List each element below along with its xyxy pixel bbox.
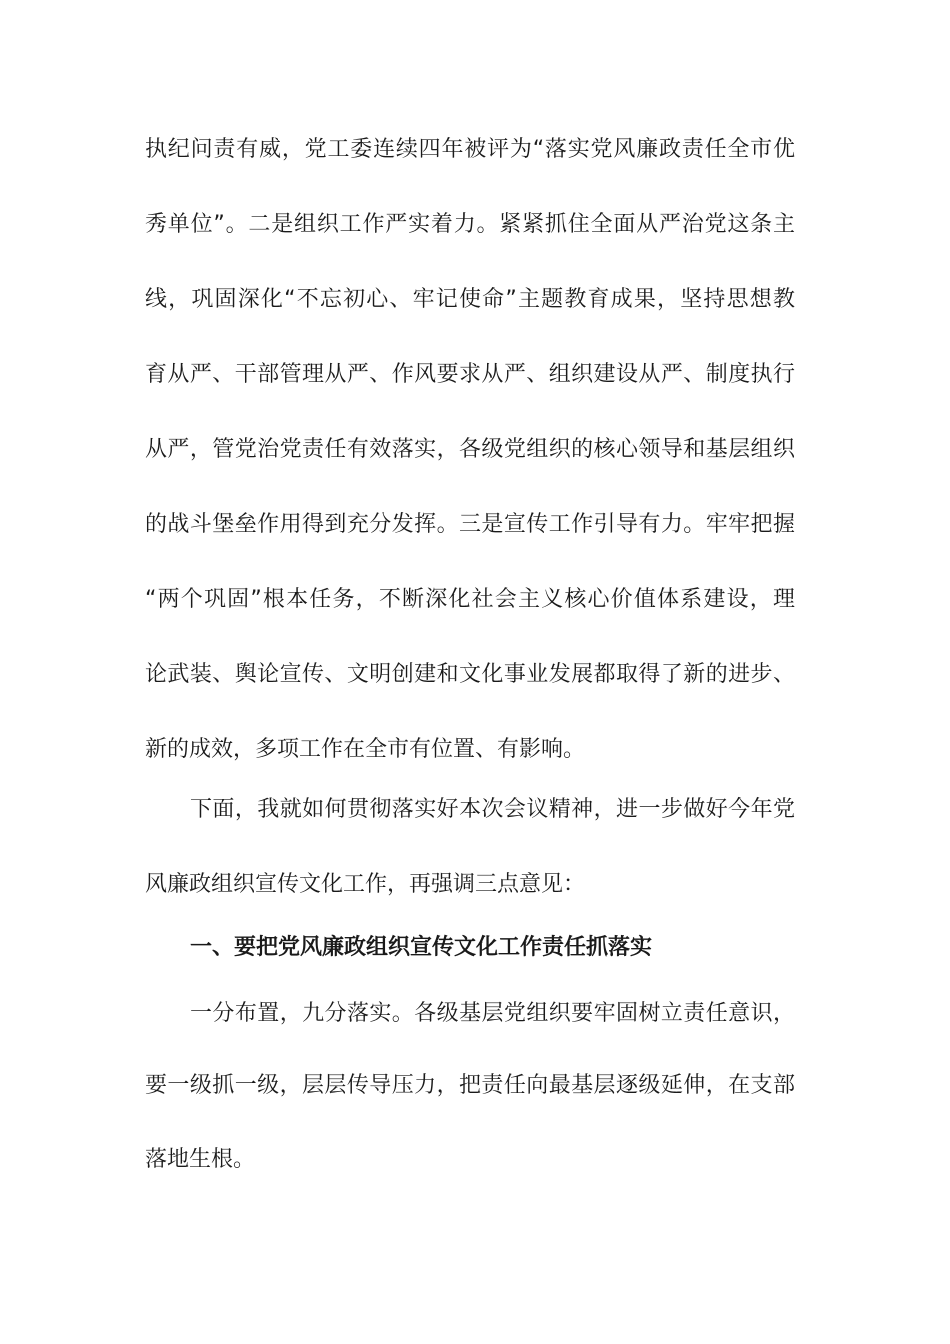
body-line-14: 要一级抓一级，层层传导压力，把责任向最基层逐级延伸，在支部: [145, 1073, 795, 1098]
section-heading: 一、要把党风廉政组织宣传文化工作责任抓落实: [190, 935, 653, 960]
body-line-3: 线，巩固深化“不忘初心、牢记使命”主题教育成果，坚持思想教: [145, 287, 795, 312]
body-line-9: 新的成效，多项工作在全市有位置、有影响。: [145, 737, 586, 762]
body-line-1: 执纪问责有威，党工委连续四年被评为“落实党风廉政责任全市优: [145, 137, 795, 162]
body-line-6: 的战斗堡垒作用得到充分发挥。三是宣传工作引导有力。牢牢把握: [145, 512, 795, 537]
body-line-2: 秀单位”。二是组织工作严实着力。紧紧抓住全面从严治党这条主: [145, 212, 795, 237]
body-line-5: 从严，管党治党责任有效落实，各级党组织的核心领导和基层组织: [145, 437, 795, 462]
body-line-8: 论武装、舆论宣传、文明创建和文化事业发展都取得了新的进步、: [145, 662, 795, 687]
body-line-13: 一分布置，九分落实。各级基层党组织要牢固树立责任意识，: [190, 1001, 795, 1026]
body-line-11: 风廉政组织宣传文化工作，再强调三点意见：: [145, 872, 586, 897]
body-line-4: 育从严、干部管理从严、作风要求从严、组织建设从严、制度执行: [145, 362, 795, 387]
body-line-7: “两个巩固”根本任务，不断深化社会主义核心价值体系建设，理: [145, 587, 795, 612]
body-line-10: 下面，我就如何贯彻落实好本次会议精神，进一步做好今年党: [190, 797, 795, 822]
body-line-15: 落地生根。: [145, 1147, 256, 1172]
